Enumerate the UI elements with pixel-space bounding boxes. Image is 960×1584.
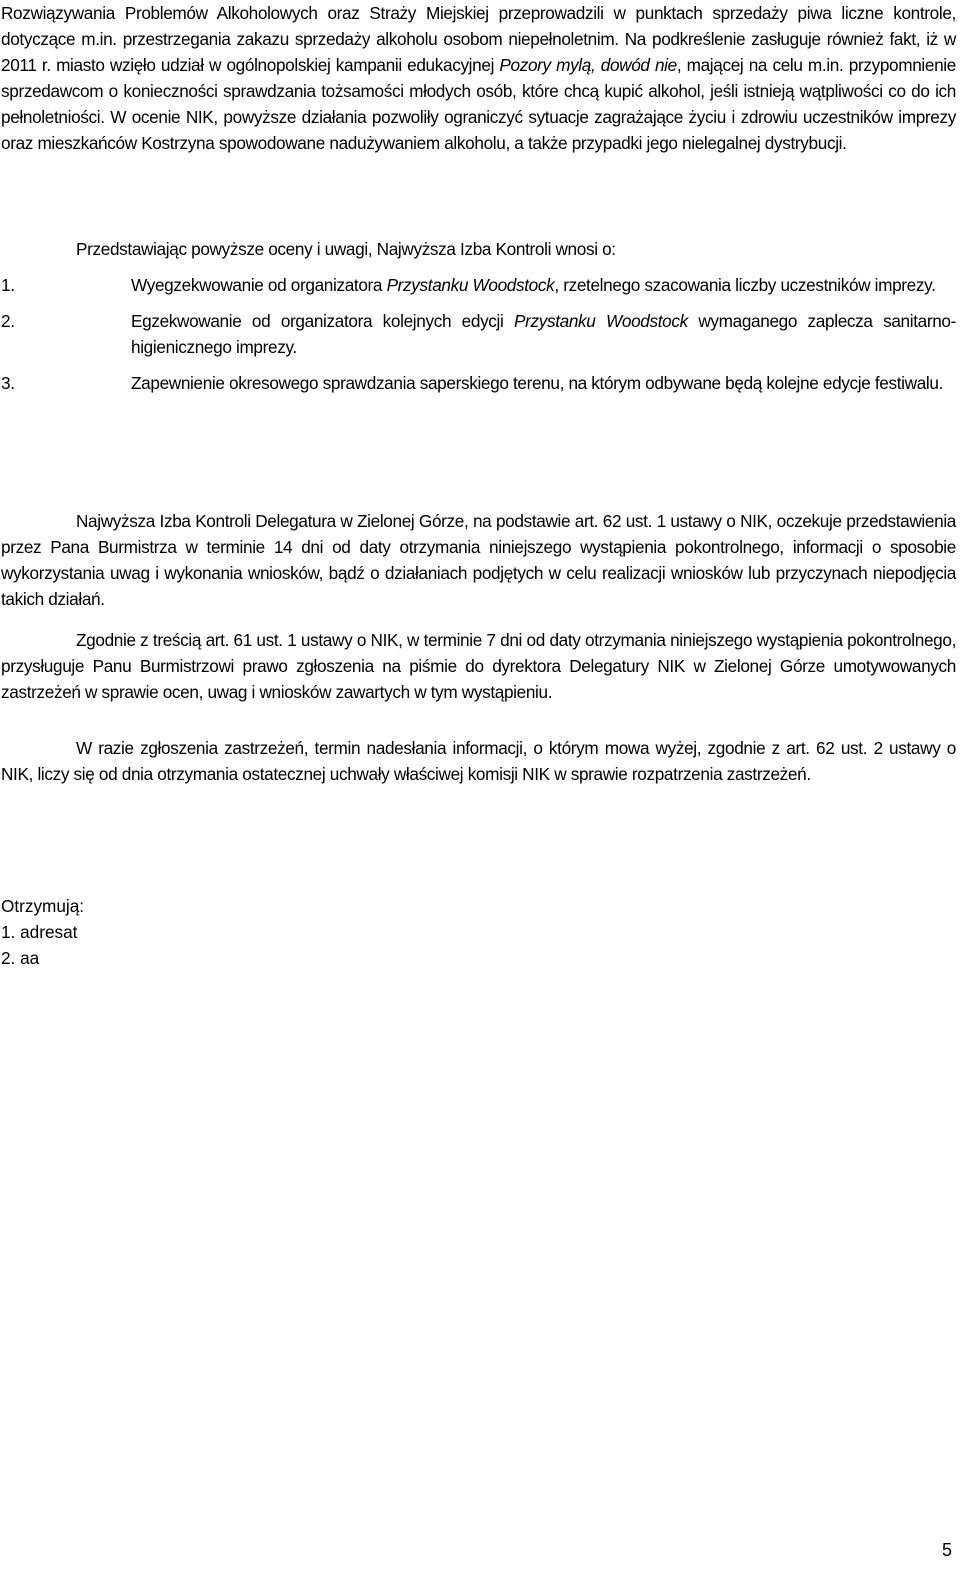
festival-name: Przystanku Woodstock (386, 275, 555, 295)
recipient-item: 1. adresat (1, 922, 78, 942)
recommendation-number: 1. (1, 275, 15, 295)
top-paragraph-part-2: , mającej na celu m.in. przypomnienie sprzedawcom o konieczności sprawdzania tożsamości młodych osób, które chcą kupić alkohol, jeśli istnieją wątpliwości co do ich pełnoletniości. W ocenie NIK, powyższe działania pozwoliły ograniczyć sytuacje zagrażające życiu i zdrowiu uczestników imprezy oraz mieszkańców Kostrzyna spowodowane nadużywaniem alkoholu, a także przypadki jego nielegalnej dystrybucji. (1, 55, 956, 153)
recommendation-number: 2. (1, 311, 15, 331)
top-paragraph (1, 0, 956, 156)
campaign-name: Pozory mylą, dowód nie (499, 55, 677, 75)
recipient-item: 2. aa (1, 948, 40, 968)
top-paragraph-part-1: Rozwiązywania Problemów Alkoholowych oraz Straży Miejskiej przeprowadzili w punktach sprzedaży piwa liczne kontrole, dotyczące m.in. przestrzegania zakazu sprzedaży alkoholu osobom niepełnoletnim. Na podkreślenie zasługuje również fakt, iż w 2011 r. miasto wzięło udział w ogólnopolskiej kampanii edukacyjnej (1, 3, 956, 75)
recommendation-number: 3. (1, 373, 15, 393)
recipients-heading: Otrzymują: (1, 896, 85, 916)
deadline-paragraph: W razie zgłoszenia zastrzeżeń, termin nadesłania informacji, o którym mowa wyżej, zgodnie z art. 62 ust. 2 ustawy o NIK, liczy się od dnia otrzymania ostatecznej uchwały właściwej komisji NIK w sprawie rozpatrzenia zastrzeżeń. (1, 738, 956, 784)
recipients-block (1, 893, 84, 971)
objections-paragraph: Zgodnie z treścią art. 61 ust. 1 ustawy o NIK, w terminie 7 dni od daty otrzymania niniejszego wystąpienia pokontrolnego, przysługuje Panu Burmistrzowi prawo zgłoszenia na piśmie do dyrektora Delegatury NIK w Zielonej Górze umotywowanych zastrzeżeń w sprawie ocen, uwag i wniosków zawartych w tym wystąpieniu. (1, 630, 956, 702)
page-number: 5 (941, 1540, 952, 1560)
recommendation-item: 1. Wyegzekwowanie od organizatora Przystanku Woodstock, rzetelnego szacowania liczby uczestników imprezy. (1, 272, 956, 298)
recommendation-item: 3. Zapewnienie okresowego sprawdzania saperskiego terenu, na którym odbywane będą kolejne edycje festiwalu. (1, 370, 956, 396)
recommendations-intro: Przedstawiając powyższe oceny i uwagi, Najwyższa Izba Kontroli wnosi o: (76, 239, 616, 259)
expectation-paragraph: Najwyższa Izba Kontroli Delegatura w Zielonej Górze, na podstawie art. 62 ust. 1 ustawy o NIK, oczekuje przedstawienia przez Pana Burmistrza w terminie 14 dni od daty otrzymania niniejszego wystąpienia pokontrolnego, informacji o sposobie wykorzystania uwag i wykonania wniosków, bądź o działaniach podjętych w celu realizacji wniosków lub przyczynach niepodjęcia takich działań. (1, 511, 956, 609)
recommendation-item: 2. Egzekwowanie od organizatora kolejnych edycji Przystanku Woodstock wymaganego zaplecza sanitarno-higienicznego imprezy. (1, 308, 956, 360)
festival-name: Przystanku Woodstock (513, 311, 688, 331)
recommendations-list (1, 272, 956, 396)
